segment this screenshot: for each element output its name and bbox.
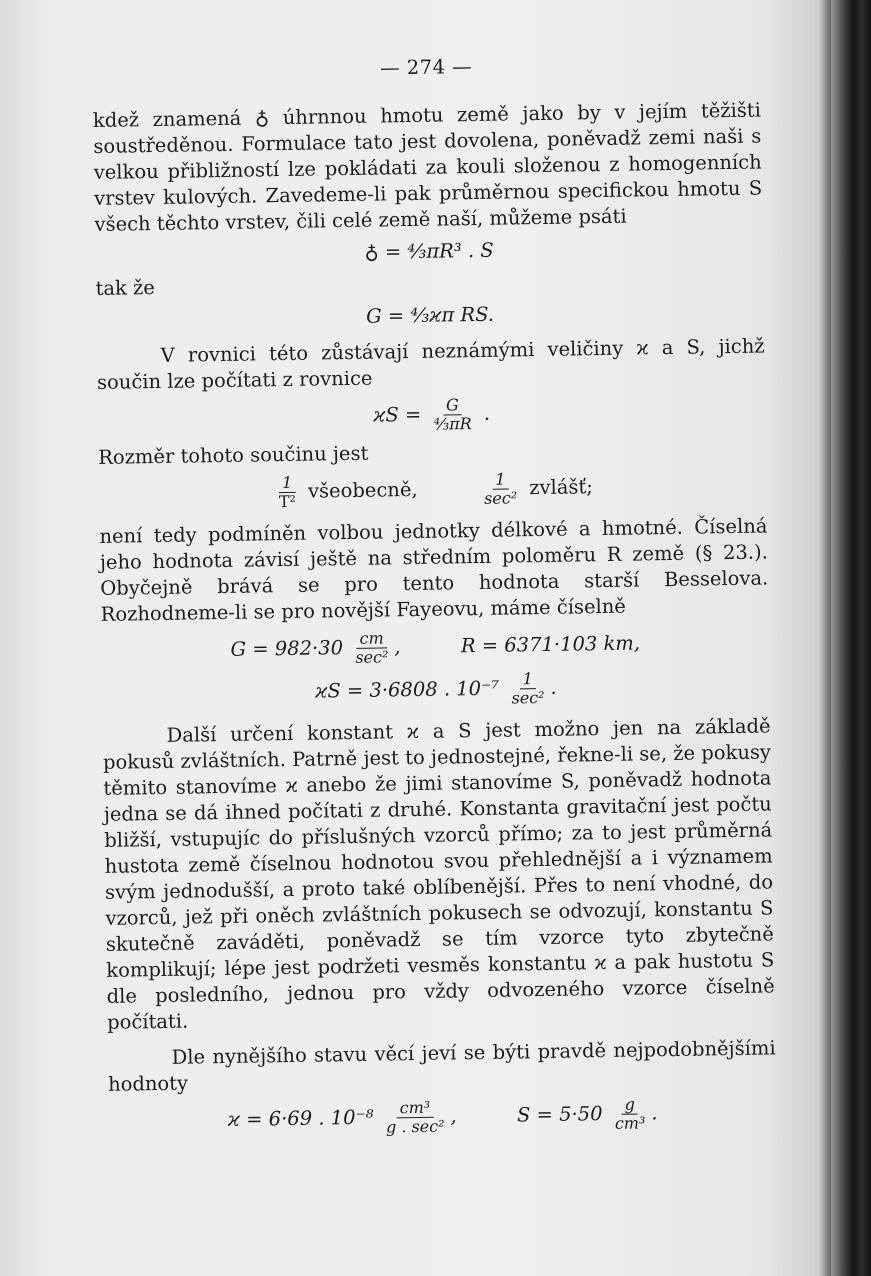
paragraph-2: V rovnici této zůstávají neznámými veličiny ϰ a S, jichž součin lze počítati z rovnice <box>96 334 765 394</box>
eq6-s-fraction <box>611 1095 648 1133</box>
eq4-g-numerator: cm <box>356 629 386 648</box>
dim1-denominator: T² <box>278 491 297 512</box>
paragraph-5: Další určení konstant ϰ a S jest možno jen na základě pokusů zvláštních. Patrně jest to jednostejné, řekne-li se, že pokusy těmito stanovíme ϰ anebo že jimi stanovíme S, poněvadž hodnota jedna se dá ihned počítati z druhé. Konstanta gravitační jest počtu bližší, vstupujíc do příslušných vzorců přímo; za to jest průměrná hustota země číselnou hodnotou svou přehlednější a i významem svým jednodušší, a proto také oblíbenější. Přes to není vhodné, do vzorců, jež při oněch zvláštních pokusech se odvozují, konstantu S skutečně zaváděti, poněvadž se tím vzorce tyto zbytečně komplikují; lépe jest podržeti vesměs konstantu ϰ a pak hustotu S dle posledního, jednou pro vždy odvozeného vzorce číselně počítati. <box>102 714 775 1034</box>
dim2-denominator: sec² <box>483 488 518 508</box>
dim2-text: zvlášť; <box>529 475 593 500</box>
page-number: — 274 — <box>379 55 473 80</box>
eq6-s-numerator: g <box>622 1096 639 1115</box>
eq6-comma: , <box>450 1104 457 1128</box>
eq6-s: S = 5·50 <box>516 1102 603 1127</box>
eq5-fraction <box>508 670 548 708</box>
equation-final-values <box>108 1093 776 1140</box>
dim1-fraction <box>275 474 299 511</box>
equation-earth-mass: ♁ = ⁴⁄₃πR³ . S <box>364 238 494 264</box>
eq6-end: . <box>651 1101 658 1125</box>
eq6-kappa-denominator: g . sec² <box>385 1116 445 1137</box>
label-tak-ze: tak že <box>95 276 156 300</box>
eq3-lhs: ϰS = <box>373 402 422 427</box>
dim1-text: všeobecně, <box>307 477 418 503</box>
eq4-r: R = 6371·103 km, <box>460 631 641 658</box>
eq5-denominator: sec² <box>511 687 545 708</box>
eq3-end: . <box>483 401 491 425</box>
dim2-numerator: 1 <box>492 471 508 490</box>
dimension-line <box>99 466 767 513</box>
dim1-numerator: 1 <box>279 474 295 493</box>
eq4-comma: , <box>394 635 401 659</box>
eq4-g: G = 982·30 <box>230 636 344 661</box>
eq3-fraction <box>430 396 475 434</box>
eq4-g-denominator: sec² <box>355 647 389 667</box>
eq5-numerator: 1 <box>520 670 536 689</box>
eq6-kappa-numerator: cm³ <box>397 1099 434 1119</box>
page-content <box>92 50 777 1147</box>
paragraph-6: Dle nynějšího stavu věcí jeví se býti pravdě nejpodobnějšími hodnoty <box>107 1036 776 1096</box>
equation-kappa-s <box>97 391 765 438</box>
dim2-fraction <box>481 470 521 508</box>
equation-values-g-r <box>101 623 769 670</box>
paragraph-4: není tedy podmíněn volbou jednotky délkové a hmotné. Číselná jeho hodnota závisí ještě na středním poloměru R země (§ 23.). Obyčejně brává se pro tento hodnota starší Besselova. Rozhodneme-li se pro novější Fayeovu, máme číselně <box>99 514 769 626</box>
book-spine-shadow <box>831 0 871 1276</box>
equation-kappa-s-value <box>102 666 770 713</box>
eq4-g-fraction <box>352 629 392 667</box>
paragraph-3: Rozměr tohoto součinu jest <box>98 441 369 469</box>
equation-gravity: G = ⁴⁄₃ϰπ RS. <box>365 302 495 328</box>
eq3-numerator: G <box>443 396 462 415</box>
eq3-denominator: ⁴⁄₃πR <box>433 414 472 434</box>
paragraph-1: kdež znamená ♁ úhrnnou hmotu země jako by v jejím těžišti soustředěnou. Formulace tato jest dovolena, poněvadž zemi naši s velkou přibližností lze pokládati za kouli složenou z homogenních vrstev kulových. Zavedeme-li pak průměrnou specifickou hmotu S všech těchto vrstev, čili celé země naší, můžeme psáti <box>92 98 763 236</box>
eq5-end: . <box>550 675 557 699</box>
eq6-kappa: ϰ = 6·69 . 10⁻⁸ <box>227 1105 374 1131</box>
eq6-kappa-fraction <box>383 1099 448 1137</box>
eq6-s-denominator: cm³ <box>614 1113 646 1133</box>
eq5-lhs: ϰS = 3·6808 . 10⁻⁷ <box>315 676 500 703</box>
